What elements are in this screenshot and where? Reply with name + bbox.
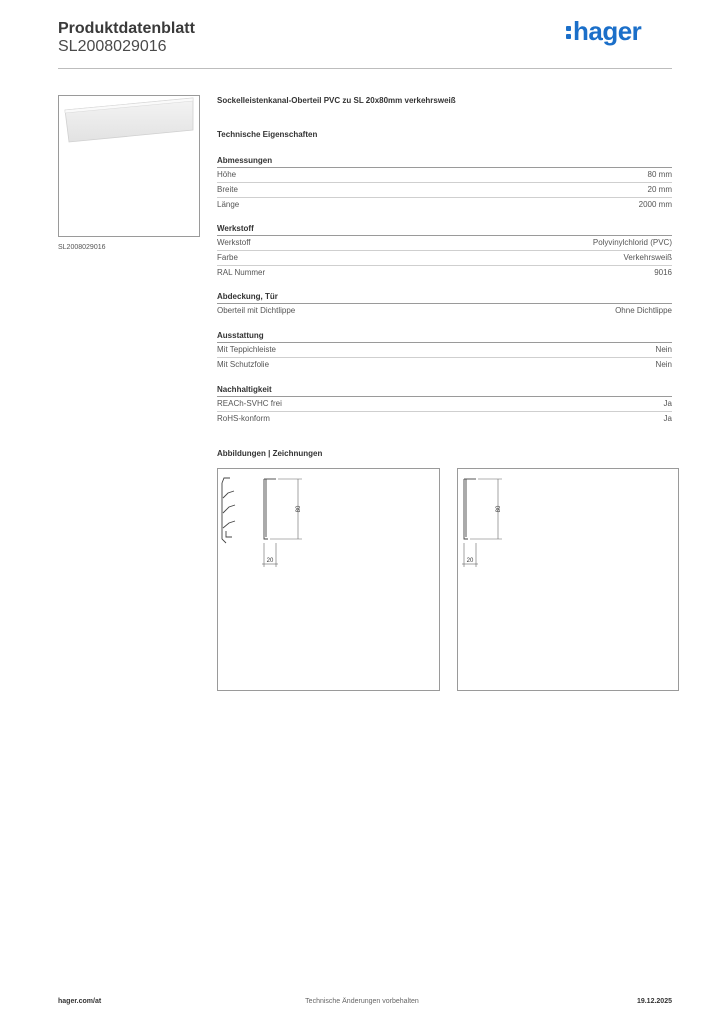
footer-date: 19.12.2025 [636, 998, 672, 1005]
spec-label: RoHS-konform [217, 414, 270, 423]
figures-heading: Abbildungen | Zeichnungen [217, 449, 323, 458]
page-title: Produktdatenblatt [58, 20, 195, 37]
drawing-width-label: 20 [466, 558, 474, 564]
spec-value: Polyvinylchlorid (PVC) [592, 238, 672, 247]
spec-row-protective-film [217, 358, 672, 372]
spec-value: 9016 [654, 268, 672, 277]
technical-drawing-2 [457, 468, 679, 691]
spec-row-width [217, 183, 672, 198]
group-title: Abdeckung, Tür [217, 291, 672, 304]
logo-dots-icon [566, 20, 571, 40]
footer-website-link[interactable]: hager.com/at [58, 998, 102, 1005]
product-sku: SL2008029016 [58, 38, 167, 55]
group-material [217, 223, 672, 280]
spec-value: Ja [663, 399, 672, 408]
spec-row-rohs [217, 412, 672, 426]
spec-label: Farbe [217, 253, 238, 262]
header-divider [58, 68, 672, 69]
spec-label: RAL Nummer [217, 268, 266, 277]
product-rail-illustration [59, 96, 199, 236]
spec-label: Länge [217, 200, 240, 209]
spec-label: Breite [217, 185, 238, 194]
spec-label: Oberteil mit Dichtlippe [217, 306, 296, 315]
spec-value: 80 mm [647, 170, 672, 179]
spec-row-color [217, 251, 672, 266]
image-caption: SL2008029016 [58, 244, 106, 251]
group-title: Werkstoff [217, 223, 672, 236]
spec-value: Ja [663, 414, 672, 423]
drawing-svg [458, 469, 678, 690]
group-title: Abmessungen [217, 155, 672, 168]
spec-row-length [217, 198, 672, 212]
spec-row-ral [217, 266, 672, 280]
hager-logo [566, 16, 641, 47]
group-title: Ausstattung [217, 330, 672, 343]
drawing-svg [218, 469, 439, 690]
group-sustainability [217, 384, 672, 426]
spec-value: 20 mm [647, 185, 672, 194]
group-dimensions [217, 155, 672, 212]
spec-value: Nein [655, 345, 672, 354]
spec-label: REACh-SVHC frei [217, 399, 282, 408]
footer-disclaimer: Technische Änderungen vorbehalten [305, 998, 419, 1005]
spec-value: 2000 mm [638, 200, 672, 209]
spec-label: Mit Teppichleiste [217, 345, 276, 354]
spec-row-material [217, 236, 672, 251]
group-equipment [217, 330, 672, 372]
spec-value: Nein [655, 360, 672, 369]
technical-drawing-1 [217, 468, 440, 691]
drawing-height-label: 80 [296, 505, 302, 513]
spec-row-carpet-strip [217, 343, 672, 358]
spec-value: Ohne Dichtlippe [615, 306, 672, 315]
drawing-height-label: 80 [496, 505, 502, 513]
spec-row-sealing-lip [217, 304, 672, 318]
spec-label: Mit Schutzfolie [217, 360, 270, 369]
product-image [58, 95, 200, 237]
spec-row-height [217, 168, 672, 183]
group-cover [217, 291, 672, 318]
logo-wordmark: hager [573, 16, 642, 46]
drawing-width-label: 20 [266, 558, 274, 564]
spec-value: Verkehrsweiß [623, 253, 672, 262]
spec-row-reach [217, 397, 672, 412]
spec-label: Höhe [217, 170, 237, 179]
technical-heading: Technische Eigenschaften [217, 130, 318, 139]
product-name: Sockelleistenkanal-Oberteil PVC zu SL 20x80mm verkehrsweiß [217, 96, 456, 105]
group-title: Nachhaltigkeit [217, 384, 672, 397]
spec-label: Werkstoff [217, 238, 251, 247]
